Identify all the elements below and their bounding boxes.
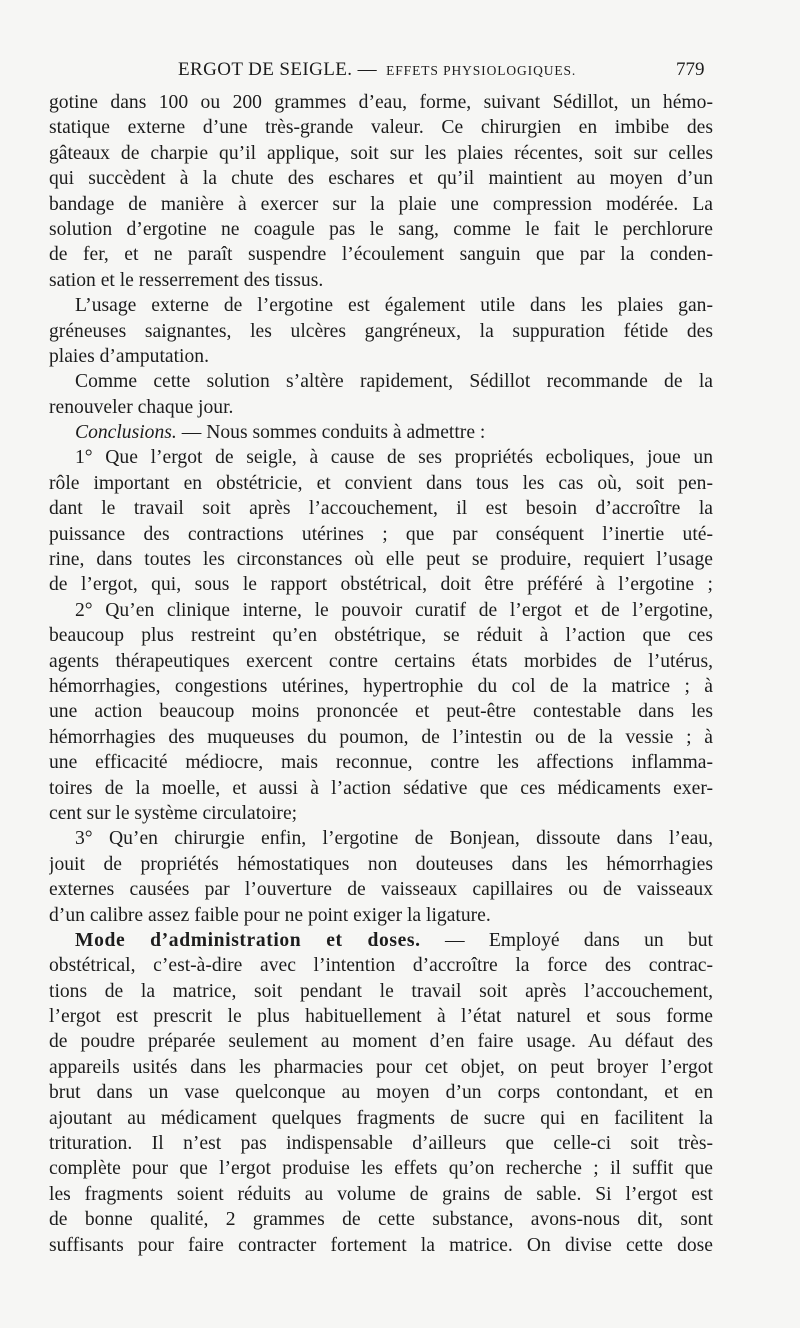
text-line: statique externe d’une très-grande valeur. Ce chirurgien en imbibe des (49, 117, 713, 139)
text-line: gâteaux de charpie qu’il applique, soit sur les plaies récentes, soit sur celles (49, 142, 713, 164)
text-line: de bonne qualité, 2 grammes de cette substance, avons-nous dit, sont (49, 1209, 713, 1231)
text-line: hémorrhagies, congestions utérines, hypertrophie du col de la matrice ; à (49, 675, 713, 697)
title-text: ERGOT DE SEIGLE. (178, 59, 353, 80)
text-line: tions de la matrice, soit pendant le travail soit après l’accouchement, (49, 980, 713, 1002)
text-line: gréneuses saignantes, les ulcères gangréneux, la suppuration fétide des (49, 320, 713, 342)
body-text (49, 90, 713, 1258)
conclusions-label: Conclusions. (75, 422, 177, 444)
title-dash: — (357, 59, 377, 80)
text-line: jouit de propriétés hémostatiques non douteuses dans les hémorrhagies (49, 853, 713, 875)
text-line: solution d’ergotine ne coagule pas le sang, comme le fait le perchlorure (49, 218, 713, 240)
text-line: externes causées par l’ouverture de vaisseaux capillaires ou de vaisseaux (49, 879, 713, 901)
text-line: renouveler chaque jour. (49, 396, 234, 418)
text-line: rine, dans toutes les circonstances où elle peut se produire, requiert l’usage (49, 549, 713, 571)
text-line: trituration. Il n’est pas indispensable d’ailleurs que celle-ci soit très- (49, 1133, 713, 1155)
text-line: puissance des contractions utérines ; que par conséquent l’inertie uté- (49, 523, 713, 545)
text-line: gotine dans 100 ou 200 grammes d’eau, forme, suivant Sédillot, un hémo- (49, 92, 713, 113)
text-line: 2° Qu’en clinique interne, le pouvoir curatif de l’ergot et de l’ergotine, (75, 599, 713, 621)
text-line: brut dans un vase quelconque au moyen d’un corps contondant, et en (49, 1082, 713, 1104)
text-line: suffisants pour faire contracter fortement la matrice. On divise cette dose (49, 1234, 713, 1256)
text-line: une efficacité médiocre, mais reconnue, contre les affections inflamma- (49, 752, 713, 774)
text-line: 1° Que l’ergot de seigle, à cause de ses propriétés ecboliques, joue un (75, 447, 713, 469)
section-heading: Mode d’administration et doses. (75, 929, 421, 951)
page-number: 779 (676, 59, 705, 80)
text-line: complète pour que l’ergot produise les effets qu’on recherche ; il suffit que (49, 1158, 713, 1180)
text-line: obstétrical, c’est-à-dire avec l’intention d’accroître la force des contrac- (49, 955, 713, 977)
text-line: beaucoup plus restreint qu’en obstétrique, se réduit à l’action que ces (49, 625, 713, 647)
mode-heading-line (49, 928, 713, 953)
text-line: l’ergot est prescrit le plus habituellement à l’état naturel et sous forme (49, 1006, 713, 1028)
text-line: hémorrhagies des muqueuses du poumon, de l’intestin ou de la vessie ; à (49, 726, 713, 748)
text-line: de poudre préparée seulement au moment d’en faire usage. Au défaut des (49, 1031, 713, 1053)
text-line: dant le travail soit après l’accouchement, il est besoin d’accroître la (49, 498, 713, 520)
text-line: L’usage externe de l’ergotine est également utile dans les plaies gan- (75, 295, 713, 317)
text-line: Comme cette solution s’altère rapidement, Sédillot recommande de la (75, 371, 713, 393)
mode-heading-rest: — Employé dans un but (444, 929, 713, 951)
text-line: toires de la moelle, et aussi à l’action sédative que ces médicaments exer- (49, 777, 713, 799)
text-line: bandage de manière à exercer sur la plaie une compression modérée. La (49, 193, 713, 215)
running-header (0, 55, 800, 85)
text-line: 3° Qu’en chirurgie enfin, l’ergotine de Bonjean, dissoute dans l’eau, (75, 828, 713, 850)
text-line: ajoutant au médicament quelques fragments de sucre qui en facilitent la (49, 1107, 713, 1129)
text-line: une action beaucoup moins prononcée et peut-être contestable dans les (49, 701, 713, 723)
text-line: plaies d’amputation. (49, 345, 209, 367)
text-line: de l’ergot, qui, sous le rapport obstétrical, doit être préféré à l’ergotine ; (49, 574, 713, 596)
text-line: les fragments soient réduits au volume de grains de sable. Si l’ergot est (49, 1183, 713, 1205)
text-line: sation et le resserrement des tissus. (49, 269, 324, 291)
text-line: de fer, et ne paraît suspendre l’écoulement sanguin que par la conden- (49, 244, 713, 266)
text-line: appareils usités dans les pharmacies pour cet objet, on peut broyer l’ergot (49, 1056, 713, 1078)
section-subtitle: EFFETS PHYSIOLOGIQUES. (386, 63, 577, 78)
text-line: cent sur le système circulatoire; (49, 802, 298, 824)
conclusions-rest: — Nous sommes conduits à admettre : (181, 422, 486, 444)
text-line: rôle important en obstétricie, et convient dans tous les cas où, soit pen- (49, 472, 713, 494)
conclusions-line (49, 420, 713, 445)
text-line: agents thérapeutiques exercent contre certains états morbides de l’utérus, (49, 650, 713, 672)
text-line: qui succèdent à la chute des eschares et qu’il maintient au moyen d’un (49, 168, 713, 190)
text-line: d’un calibre assez faible pour ne point exiger la ligature. (49, 904, 491, 926)
running-title (178, 55, 576, 86)
